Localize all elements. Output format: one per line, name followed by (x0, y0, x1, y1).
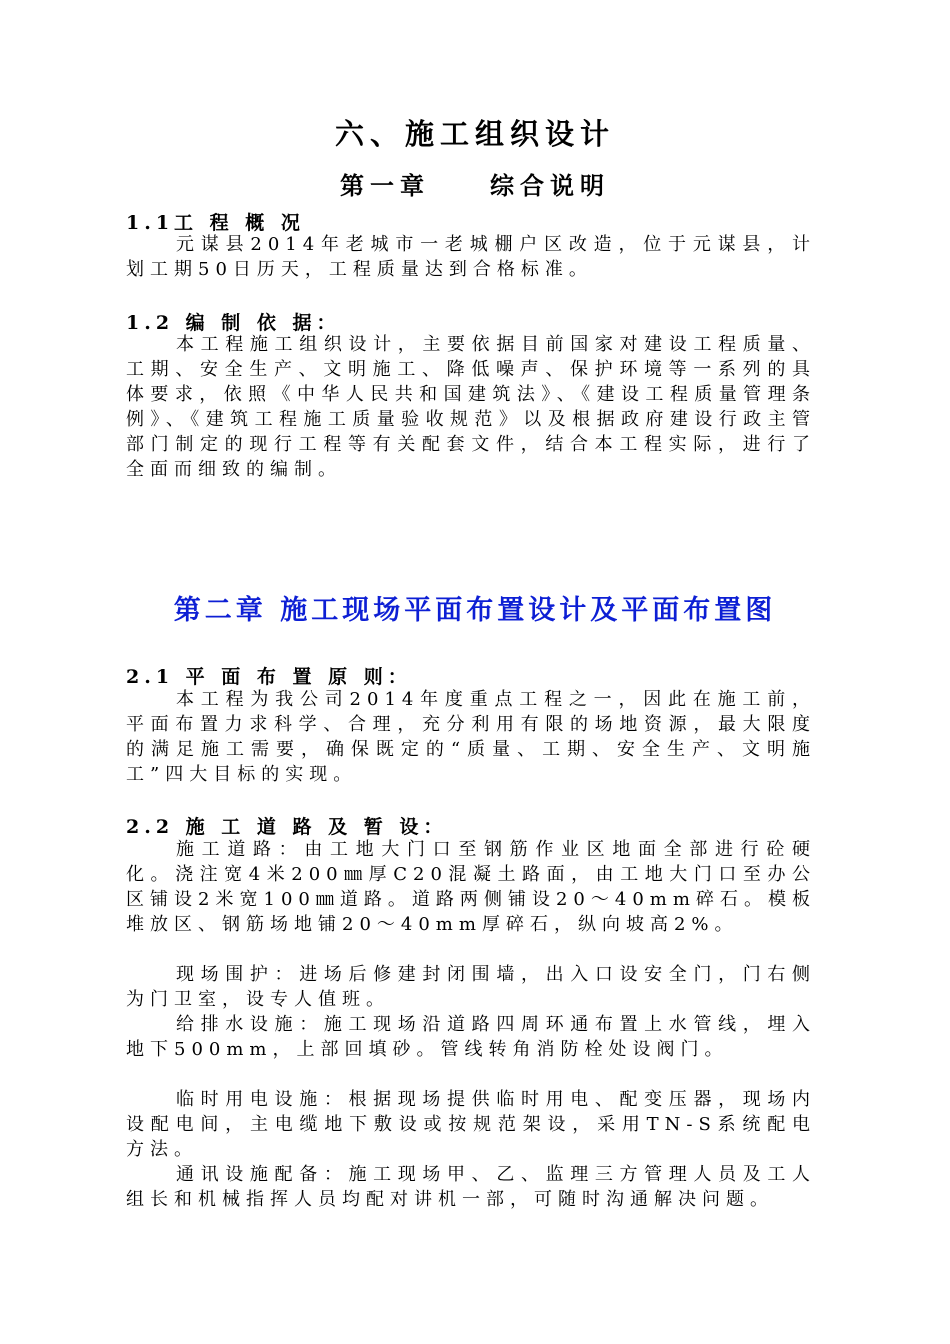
communication-paragraph: 通讯设施配备：施工现场甲、乙、监理三方管理人员及工人组长和机械指挥人员均配对讲机一部，可随时沟通解决问题。 (126, 1164, 816, 1210)
chapter-1-title: 第一章 综合说明 (340, 171, 610, 200)
section-1-1-text: 元谋县2014年老城市一老城棚户区改造，位于元谋县，计划工期50日历天，工程质量达到合格标准。 (126, 234, 816, 280)
section-1-1-heading: 1.1工 程 概 况 (126, 212, 305, 234)
section-1-2-text: 本工程施工组织设计，主要依据目前国家对建设工程质量、工期、安全生产、文明施工、降低噪声、保护环境等一系列的具体要求，依照《中华人民共和国建筑法》、《建设工程质量管理条例》、《建筑工程施工质量验收规范》以及根据政府建设行政主管部门制定的现行工程等有关配套文件，结合本工程实际，进行了全面而细致的编制。 (126, 334, 816, 480)
section-2-1-text: 本工程为我公司2014年度重点工程之一，因此在施工前，平面布置力求科学、合理，充分利用有限的场地资源，最大限度的满足施工需要，确保既定的“质量、工期、安全生产、文明施工”四大目标的实现。 (126, 689, 816, 785)
power-paragraph: 临时用电设施：根据现场提供临时用电、配变压器，现场内设配电间，主电缆地下敷设或按规范架设，采用TN-S系统配电方法。 (126, 1089, 816, 1160)
document-title: 六、施工组织设计 (334, 117, 615, 151)
section-1-2-heading: 1.2 编 制 依 据： (126, 312, 341, 334)
fence-paragraph: 现场围护：进场后修建封闭围墙，出入口设安全门，门右侧为门卫室，设专人值班。 (126, 964, 816, 1010)
road-paragraph: 施工道路：由工地大门口至钢筋作业区地面全部进行砼硬化。浇注宽4米200㎜厚C20混凝土路面，由工地大门口至办公区铺设2米宽100㎜道路。道路两侧铺设20～40mm碎石。模板堆放区、钢筋场地铺20～40mm厚碎石，纵向坡高2%。 (126, 839, 816, 935)
section-2-1-heading: 2.1 平 面 布 置 原 则： (126, 666, 412, 688)
water-paragraph: 给排水设施：施工现场沿道路四周环通布置上水管线，埋入地下500mm，上部回填砂。管线转角消防栓处设阀门。 (126, 1014, 816, 1060)
chapter-2-title: 第二章 施工现场平面布置设计及平面布置图 (173, 595, 777, 626)
section-2-2-heading: 2.2 施 工 道 路 及 暂 设： (126, 816, 448, 838)
